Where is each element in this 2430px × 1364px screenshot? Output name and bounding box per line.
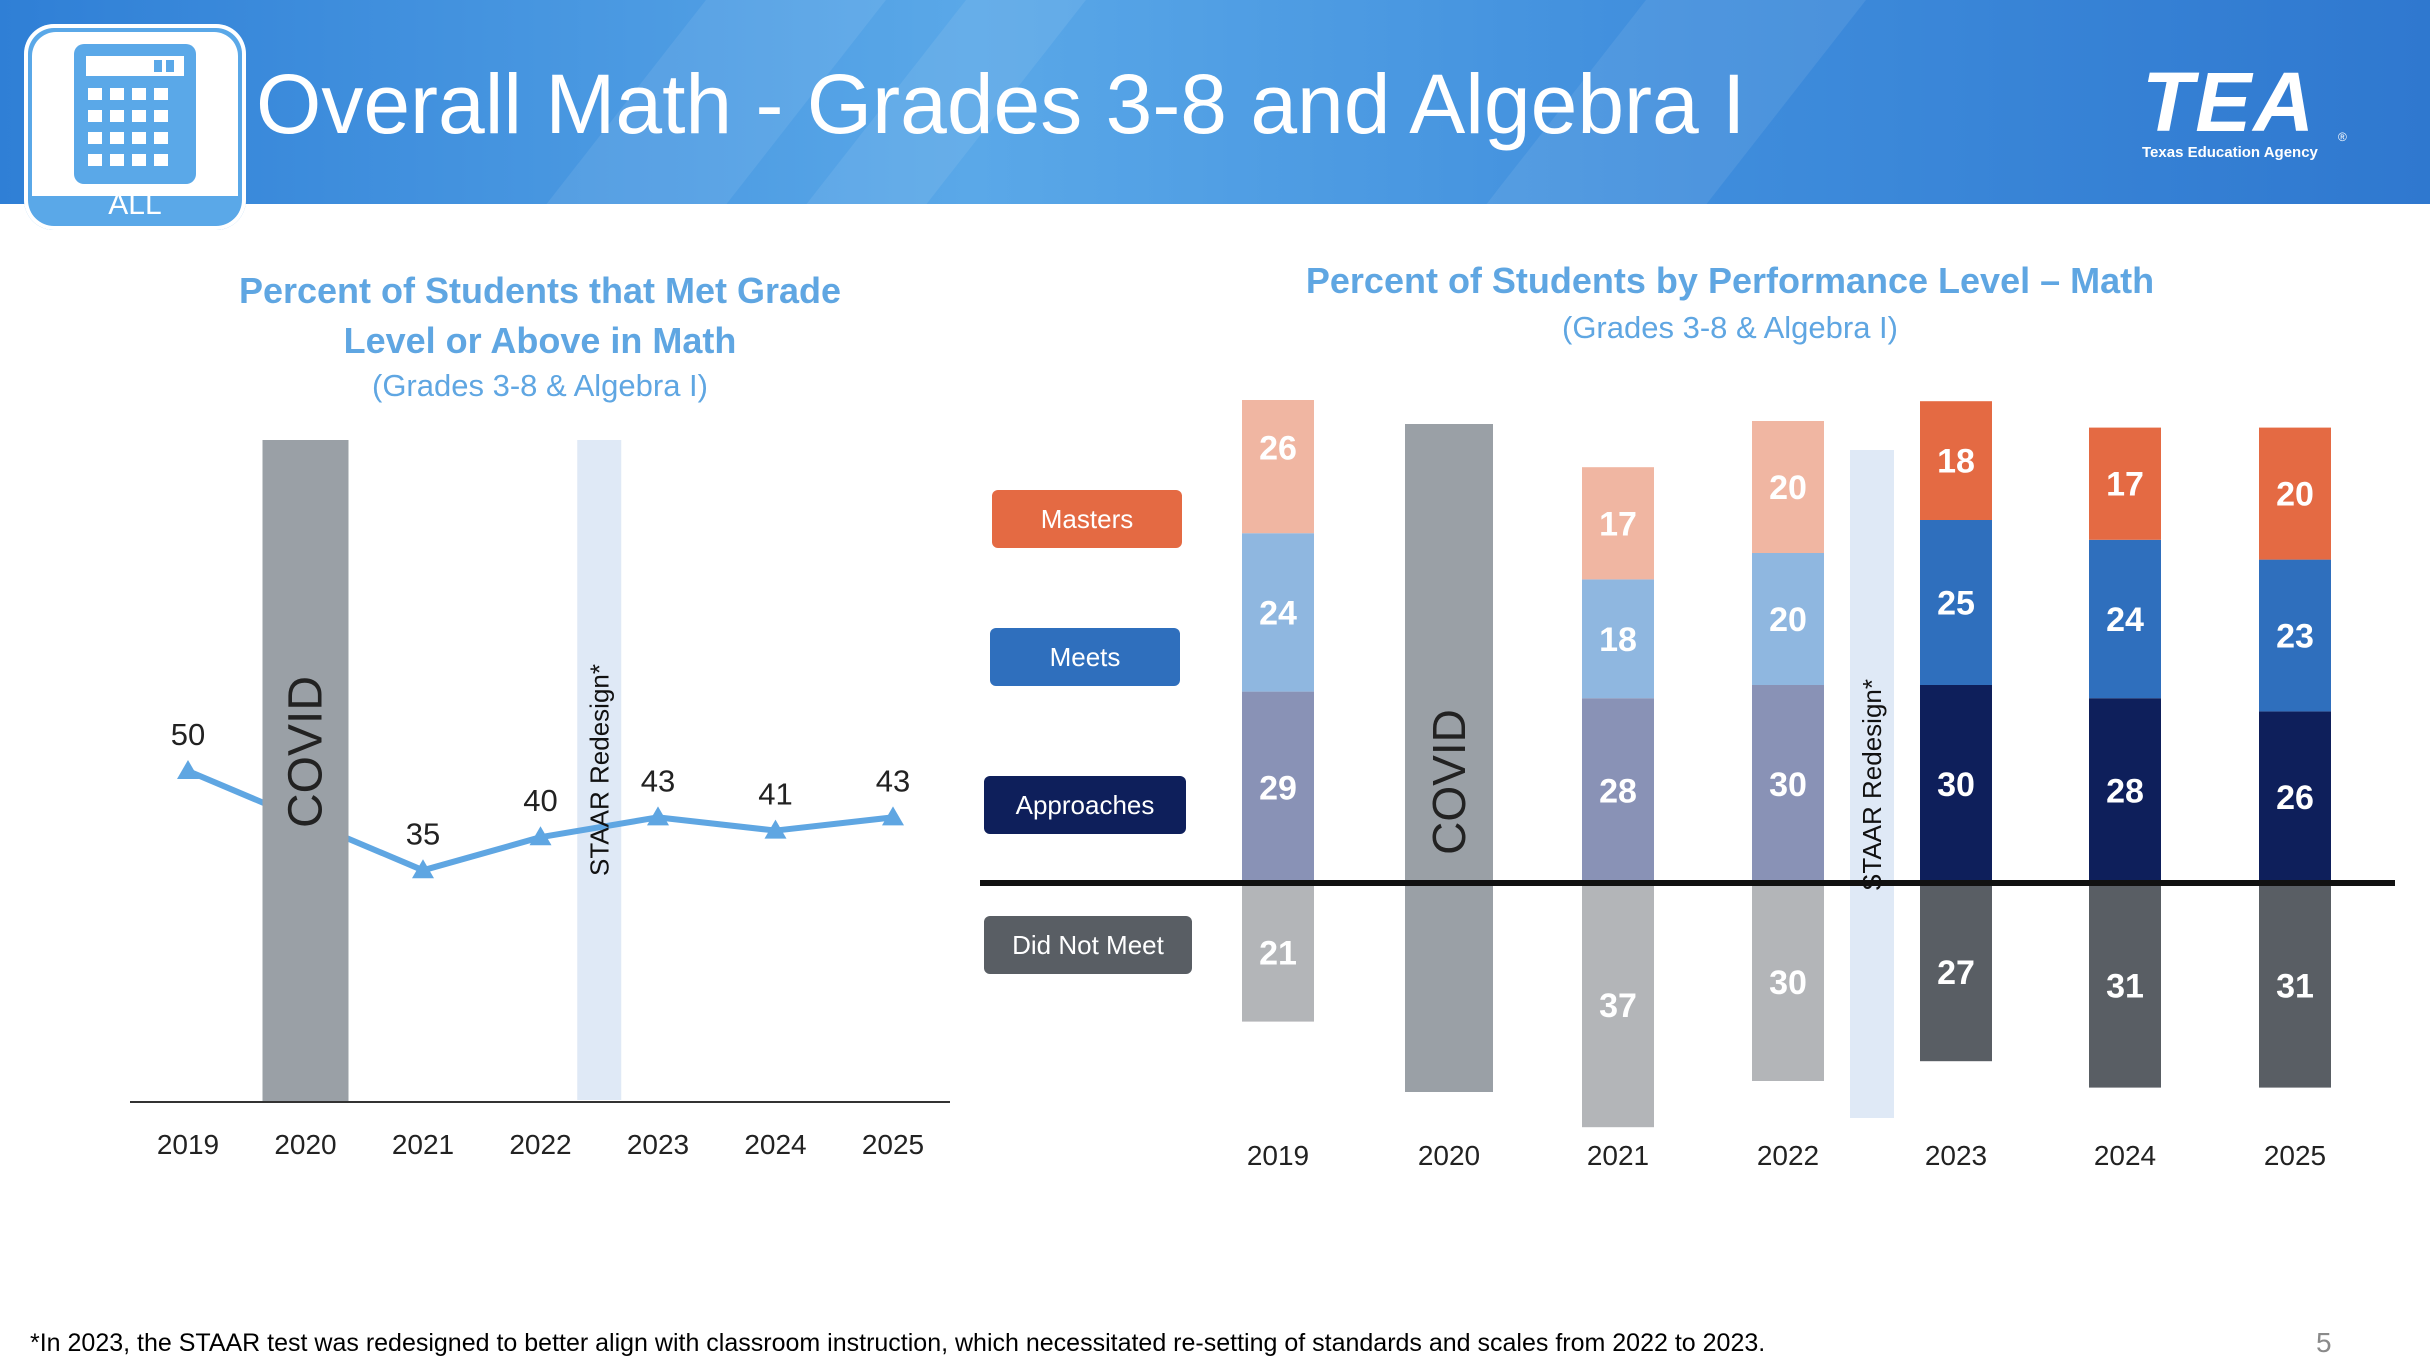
x-tick-label: 2023 [626,1129,690,1160]
data-label: 25 [1937,584,1975,623]
x-tick-label: 2020 [274,1129,337,1160]
calculator-icon [32,32,238,196]
legend-label-approaches: Approaches [1015,790,1155,820]
left-chart-title-line1: Percent of Students that Met Grade [238,270,842,311]
left-chart-title-line2: Level or Above in Math [343,320,737,361]
x-tick-label: 2019 [1246,1140,1310,1171]
data-label: 24 [2106,601,2144,639]
right-chart-subtitle: (Grades 3-8 & Algebra I) [1562,310,1898,345]
calculator-icon-area [32,32,238,196]
data-label: 20 [2276,475,2314,514]
tea-logo-text: TEA [2142,55,2316,149]
redesign-label: STAAR Redesign* [1857,679,1887,891]
x-tick-label: 2021 [391,1129,455,1160]
page-number: 5 [2316,1327,2332,1358]
right-chart-title: Percent of Students by Performance Level – Math [1305,260,2155,301]
data-label: 26 [2276,779,2314,818]
legend-label-did-not-meet: Did Not Meet [1012,930,1164,960]
x-tick-label: 2025 [2263,1140,2327,1171]
data-label: 43 [640,763,676,799]
data-label: 20 [1769,469,1807,507]
x-tick-label: 2022 [1756,1140,1820,1171]
data-label: 40 [523,783,558,819]
data-label: 28 [2106,772,2144,811]
tea-logo-subtext: Texas Education Agency [2142,144,2318,161]
data-label: 26 [1259,429,1297,468]
data-label: 18 [1937,442,1975,481]
legend-label-masters: Masters [1040,504,1134,534]
data-label: 20 [1769,601,1807,639]
data-point [177,760,199,779]
data-label: 24 [1259,594,1297,633]
legend-label-meets: Meets [1049,642,1121,672]
data-label: 31 [2276,967,2314,1006]
data-label: 50 [170,717,206,752]
tea-logo [2130,52,2350,172]
x-tick-label: 2024 [2093,1140,2157,1171]
data-label: 29 [1259,769,1297,808]
data-label: 17 [2106,465,2144,504]
data-label: 21 [1259,934,1297,973]
data-label: 30 [1769,964,1807,1002]
x-tick-label: 2022 [509,1129,572,1160]
tea-logo-reg-mark: ® [2338,130,2347,144]
page-title: Overall Math - Grades 3-8 and Algebra I [256,57,1746,151]
data-label: 35 [405,816,441,852]
redesign-label: STAAR Redesign* [584,664,615,876]
x-tick-label: 2020 [1417,1140,1481,1171]
covid-label: COVID [279,675,333,829]
badge-label: ALL [108,188,162,221]
data-label: 17 [1599,505,1637,544]
x-tick-label: 2023 [1924,1140,1988,1171]
x-tick-label: 2024 [744,1129,807,1160]
all-badge [24,24,246,230]
data-label: 27 [1937,954,1975,993]
left-chart [100,400,1100,1180]
right-chart [970,400,2400,1200]
footnote: *In 2023, the STAAR test was redesigned to better align with classroom instruction, which necessitated re-setting of standards and scales from 2022 to 2023. [30,1329,1766,1357]
data-label: 30 [1937,766,1975,804]
data-label: 28 [1599,772,1637,811]
left-chart-subtitle: (Grades 3-8 & Algebra I) [372,368,708,403]
data-label: 23 [2276,617,2314,656]
data-label: 30 [1769,766,1807,804]
x-tick-label: 2021 [1586,1140,1650,1171]
x-tick-label: 2019 [156,1129,220,1160]
x-tick-label: 2025 [861,1129,925,1160]
data-label: 41 [758,776,793,812]
data-label: 18 [1599,620,1637,659]
data-label: 43 [875,763,911,799]
data-label: 37 [1599,987,1637,1026]
covid-label: COVID [1423,709,1475,855]
data-label: 31 [2106,967,2144,1006]
